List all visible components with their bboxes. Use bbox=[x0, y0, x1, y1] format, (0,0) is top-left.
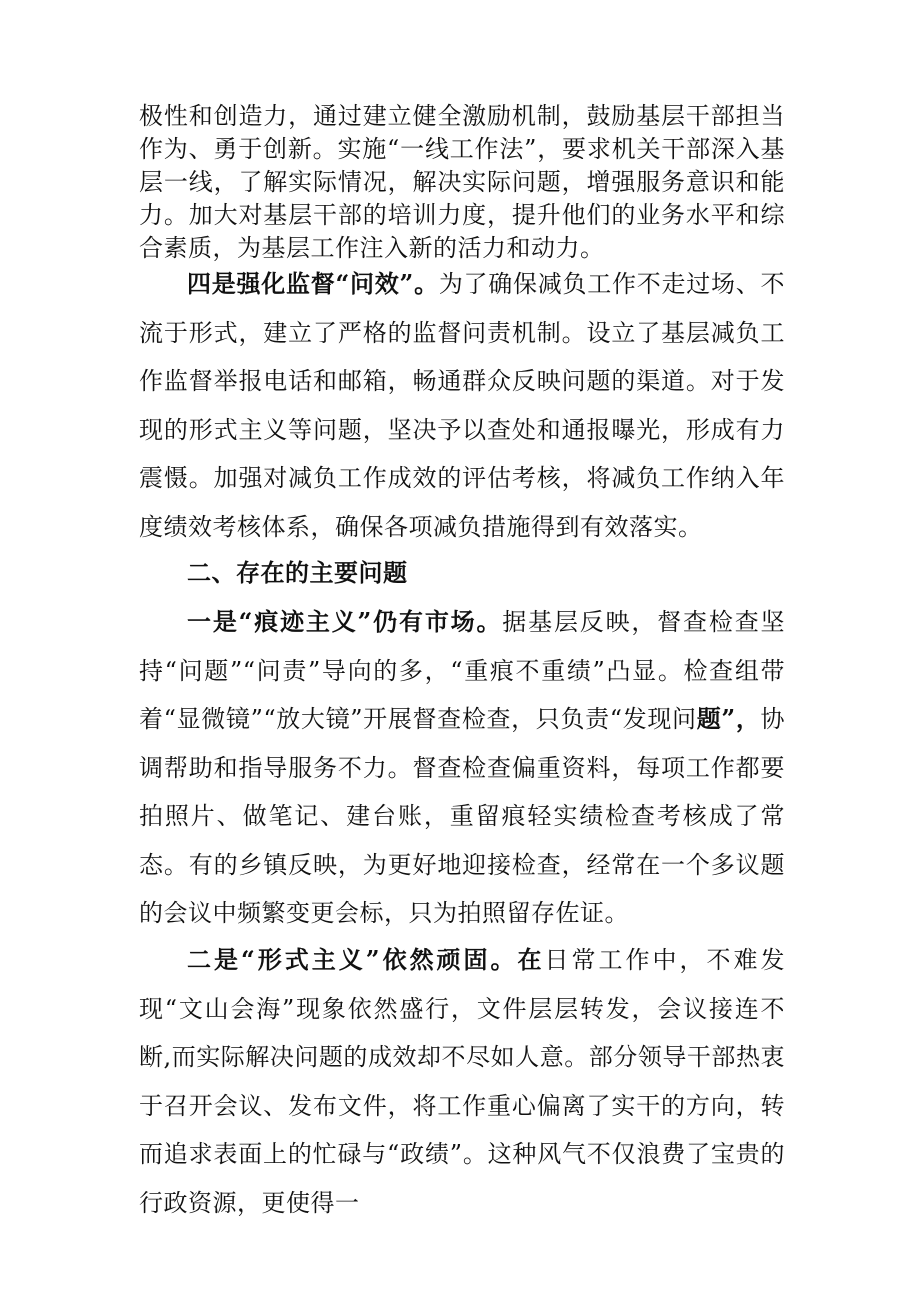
paragraph-text: 协调帮助和指导服务不力。督查检查偏重资料，每项工作都要拍照片、做笔记、建台账，重留痕轻实绩检查考核成了常态。有的乡镇反映，为更好地迎接检查，经常在一个多议题的会议中频繁变更会标，只为拍照留存佐证。 bbox=[139, 705, 785, 927]
paragraph-text: 为了确保减负工作不走过场、不流于形式，建立了严格的监督问责机制。设立了基层减负工作监督举报电话和邮箱，畅通群众反映问题的渠道。对于发现的形式主义等问题，坚决予以查处和通报曝光，形成有力震慑。加强对减负工作成效的评估考核，将减负工作纳入年度绩效考核体系，确保各项减负措施得到有效落实。 bbox=[139, 270, 786, 541]
paragraph-incentive-mechanism bbox=[139, 100, 785, 265]
paragraph-lead-heading: 二是“形式主义”依然顽固。在 bbox=[187, 945, 545, 974]
paragraph-trace-formalism bbox=[139, 598, 785, 938]
paragraph-formalism bbox=[139, 936, 785, 1227]
paragraph-supervision bbox=[139, 260, 785, 551]
section-heading-text: 二、存在的主要问题 bbox=[187, 558, 408, 587]
paragraph-text: 据基层反映，督查检查坚持“问题”“问责”导向的多，“重痕不重绩”凸显。检查组带着“显微镜”“放大镜”开展督查检查，只负责“发现问 bbox=[139, 608, 786, 733]
paragraph-text: 日常工作中，不难发现“文山会海”现象依然盛行，文件层层转发，会议接连不断,而实际解决问题的成效却不尽如人意。部分领导干部热衷于召开会议、发布文件，将工作重心偏离了实干的方向，转而追求表面上的忙碌与“政绩”。这种风气不仅浪费了宝贵的行政资源，更使得一 bbox=[139, 946, 786, 1217]
paragraph-text: 极性和创造力，通过建立健全激励机制，鼓励基层干部担当作为、勇于创新。实施“一线工作法”，要求机关干部深入基层一线，了解实际情况，解决实际问题，增强服务意识和能力。加大对基层干部的培训力度，提升他们的业务水平和综合素质，为基层工作注入新的活力和动力。 bbox=[139, 102, 785, 262]
paragraph-lead-heading: 四是强化监督“问效”。 bbox=[187, 269, 439, 298]
section-heading-main-problems bbox=[139, 549, 785, 598]
paragraph-lead-heading: 一是“痕迹主义”仍有市场。 bbox=[187, 607, 503, 636]
paragraph-bold-inline: 题”， bbox=[696, 704, 761, 733]
